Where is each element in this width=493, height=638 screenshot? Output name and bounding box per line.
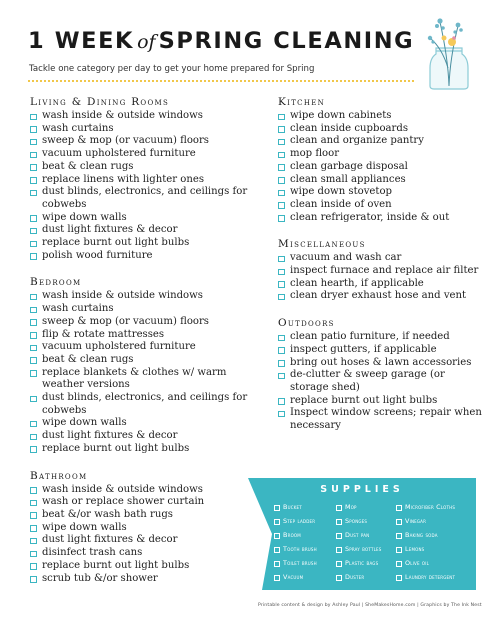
checkbox[interactable] (336, 547, 342, 553)
checklist-item (30, 430, 255, 443)
checkbox[interactable] (336, 561, 342, 567)
supply-item-label: Bucket (283, 503, 302, 511)
section (30, 276, 255, 455)
checklist-item (278, 174, 483, 187)
checkbox[interactable] (396, 547, 402, 553)
checklist-item (278, 369, 483, 394)
supply-item (396, 543, 466, 556)
checklist-item (30, 135, 255, 148)
title-part-2: SPRING CLEANING (158, 28, 415, 54)
checkbox[interactable] (30, 434, 37, 441)
checklist-item (278, 199, 483, 212)
checkbox[interactable] (30, 164, 37, 171)
checklist-item (30, 560, 255, 573)
supply-item-label: Laundry detergent (405, 573, 456, 581)
left-column (30, 96, 255, 599)
checkbox[interactable] (30, 487, 37, 494)
checkbox[interactable] (278, 215, 285, 222)
checklist-item (278, 135, 483, 148)
section (278, 238, 483, 303)
supply-item (336, 501, 392, 514)
checklist-item (30, 290, 255, 303)
checklist-item (278, 148, 483, 161)
checklist-item-label: beat & clean rugs (42, 353, 134, 365)
checklist-item-label: clean inside cupboards (290, 122, 409, 134)
checklist (278, 331, 483, 433)
checklist-item-label: wipe down walls (42, 211, 127, 223)
supply-item-label: Broom (283, 531, 301, 539)
checkbox[interactable] (278, 411, 285, 418)
checklist-item-label: replace burnt out light bulbs (42, 237, 190, 249)
flower-jar-illustration (418, 8, 480, 90)
checklist (278, 252, 483, 303)
checklist-item-label: clean inside of oven (290, 198, 392, 210)
section (278, 96, 483, 224)
supply-item (274, 571, 332, 584)
checklist-item (30, 303, 255, 316)
checklist-item-label: beat & clean rugs (42, 160, 134, 172)
supply-item-label: Olive oil (405, 559, 430, 567)
checkbox[interactable] (278, 256, 285, 263)
checkbox[interactable] (278, 139, 285, 146)
checkbox[interactable] (30, 319, 37, 326)
supply-item-label: Vinegar (405, 517, 427, 525)
checklist-item-label: clean dryer exhaust hose and vent (290, 290, 467, 302)
checklist-item (278, 110, 483, 123)
checkbox[interactable] (30, 551, 37, 558)
checklist-item-label: disinfect trash cans (42, 547, 143, 559)
checklist-item-label: wash inside & outside windows (42, 483, 203, 495)
checklist-item (278, 186, 483, 199)
checklist-item-label: clean and organize pantry (290, 135, 424, 147)
checklist-item-label: inspect gutters, if applicable (290, 343, 437, 355)
checklist (278, 110, 483, 224)
checklist-item-label: scrub tub &/or shower (42, 572, 158, 584)
section (30, 96, 255, 262)
checklist-item (30, 250, 255, 263)
checklist-item (30, 367, 255, 392)
checklist-item-label: de-clutter & sweep garage (or storage shed) (290, 369, 445, 393)
checkbox[interactable] (278, 398, 285, 405)
checkbox[interactable] (30, 294, 37, 301)
supply-item-label: Sponges (345, 517, 368, 525)
supply-item (396, 529, 466, 542)
checkbox[interactable] (30, 525, 37, 532)
checkbox[interactable] (274, 547, 280, 553)
checklist-item (30, 174, 255, 187)
checklist-item (30, 443, 255, 456)
section-title: Miscellaneous (278, 238, 366, 251)
checkbox[interactable] (30, 228, 37, 235)
checkbox[interactable] (396, 561, 402, 567)
checkbox[interactable] (30, 177, 37, 184)
supply-item-label: Mop (345, 503, 357, 511)
title-of: of (137, 31, 156, 53)
supply-item-label: Plastic bags (345, 559, 379, 567)
supply-item (274, 529, 332, 542)
checklist-item-label: vacuum and wash car (290, 252, 402, 264)
checklist-item-label: clean refrigerator, inside & out (290, 211, 450, 223)
supply-item (336, 529, 392, 542)
supplies-title: SUPPLIES (320, 484, 404, 495)
checklist-item (30, 354, 255, 367)
supply-item (396, 501, 466, 514)
checklist-item-label: flip & rotate mattresses (42, 328, 165, 340)
checklist-item (30, 392, 255, 417)
checkbox[interactable] (30, 190, 37, 197)
checklist-item-label: replace linens with lighter ones (42, 173, 205, 185)
section-title: Bedroom (30, 276, 82, 289)
checkbox[interactable] (274, 533, 280, 539)
checkbox[interactable] (30, 114, 37, 121)
checklist-item (278, 331, 483, 344)
right-column (278, 96, 483, 447)
checkbox[interactable] (274, 561, 280, 567)
checkbox[interactable] (30, 332, 37, 339)
checklist-item-label: wipe down walls (42, 417, 127, 429)
checkbox[interactable] (30, 512, 37, 519)
checkbox[interactable] (30, 538, 37, 545)
checkbox[interactable] (278, 190, 285, 197)
checklist-item (30, 534, 255, 547)
checklist-item-label: inspect furnace and replace air filter (290, 265, 479, 277)
checklist-item-label: replace burnt out light bulbs (42, 442, 190, 454)
checklist-item-label: wash inside & outside windows (42, 110, 203, 121)
checkbox[interactable] (336, 533, 342, 539)
checklist-item (30, 329, 255, 342)
checkbox[interactable] (274, 519, 280, 525)
checklist-item (30, 110, 255, 123)
checklist (30, 484, 255, 586)
checkbox[interactable] (30, 357, 37, 364)
supply-item-label: Duster (345, 573, 365, 581)
checklist-item (278, 161, 483, 174)
checklist-item (278, 123, 483, 136)
supplies-panel (248, 478, 476, 590)
checklist-item (30, 186, 255, 211)
checklist-item (30, 161, 255, 174)
checklist-item (30, 573, 255, 586)
checklist-item (30, 212, 255, 225)
checklist-item (30, 123, 255, 136)
checklist-item-label: dust light fixtures & decor (42, 430, 178, 442)
footer-credits: Printable content & design by Ashley Paul | SheMakesHome.com | Graphics by The Ink Nest (258, 603, 482, 608)
supply-item (336, 543, 392, 556)
checklist-item-label: wash curtains (42, 122, 114, 134)
supply-item-label: Microfiber Cloths (405, 503, 456, 511)
checkbox[interactable] (278, 360, 285, 367)
supply-item (396, 557, 466, 570)
checklist-item-label: dust blinds, electronics, and ceilings for cobwebs (42, 186, 248, 210)
section-title: Kitchen (278, 96, 326, 108)
supply-item (336, 557, 392, 570)
checklist-item-label: bring out hoses & lawn accessories (290, 356, 472, 368)
page-subtitle: Tackle one category per day to get your home prepared for Spring (29, 64, 315, 74)
checklist-item (30, 417, 255, 430)
checklist-item (30, 224, 255, 237)
checkbox[interactable] (278, 373, 285, 380)
checkbox[interactable] (278, 281, 285, 288)
checkbox[interactable] (278, 202, 285, 209)
checkbox[interactable] (278, 152, 285, 159)
checkbox[interactable] (278, 114, 285, 121)
checkbox[interactable] (30, 421, 37, 428)
checklist (30, 290, 255, 455)
checklist-item (30, 522, 255, 535)
section-title: Living & Dining Rooms (30, 96, 170, 108)
checklist-item (30, 237, 255, 250)
checklist-item-label: wipe down walls (42, 521, 127, 533)
checklist-item-label: replace blankets & clothes w/ warm weather versions (42, 366, 227, 391)
checklist-item (278, 344, 483, 357)
supply-item (336, 571, 392, 584)
checkbox[interactable] (30, 446, 37, 453)
checkbox[interactable] (274, 575, 280, 581)
checkbox[interactable] (278, 126, 285, 133)
checklist-item-label: wipe down cabinets (290, 110, 392, 121)
page-title (28, 28, 448, 54)
checklist-item-label: sweep & mop (or vacuum) floors (42, 135, 209, 147)
checklist-item-label: wash inside & outside windows (42, 290, 203, 302)
checklist-item-label: Inspect window screens; repair when necessary (290, 407, 482, 432)
supply-item (396, 571, 466, 584)
checklist-item (278, 290, 483, 303)
checklist-item (278, 212, 483, 225)
checkbox[interactable] (274, 505, 280, 511)
section-title: Bathroom (30, 469, 88, 482)
checkbox[interactable] (278, 269, 285, 276)
checkbox[interactable] (30, 307, 37, 314)
checklist-item-label: dust blinds, electronics, and ceilings for cobwebs (42, 392, 248, 416)
checklist-item (30, 148, 255, 161)
checkbox[interactable] (396, 505, 402, 511)
checklist-item-label: beat &/or wash bath rugs (42, 508, 173, 520)
checklist-item (278, 357, 483, 370)
supplies-grid (274, 501, 466, 584)
checklist-item-label: replace burnt out light bulbs (290, 394, 438, 406)
checklist-item-label: wipe down stovetop (290, 186, 392, 198)
checklist-item-label: wash or replace shower curtain (42, 496, 205, 508)
checkbox[interactable] (278, 164, 285, 171)
checkbox[interactable] (336, 575, 342, 581)
section (278, 317, 483, 433)
checkbox[interactable] (336, 505, 342, 511)
checkbox[interactable] (278, 177, 285, 184)
section (30, 470, 255, 586)
checklist-item-label: clean hearth, if applicable (290, 277, 424, 289)
checklist-item-label: clean garbage disposal (290, 160, 408, 172)
checklist-item (278, 407, 483, 432)
checklist (30, 110, 255, 262)
supply-item (396, 515, 466, 528)
checklist-item (30, 496, 255, 509)
checklist-item (30, 341, 255, 354)
checkbox[interactable] (30, 126, 37, 133)
checklist-item-label: clean small appliances (290, 173, 406, 185)
dotted-divider (28, 80, 414, 82)
checklist-item-label: clean patio furniture, if needed (290, 331, 450, 343)
supply-item-label: Step ladder (283, 517, 316, 525)
checkbox[interactable] (30, 500, 37, 507)
checklist-item (278, 395, 483, 408)
checkbox[interactable] (30, 345, 37, 352)
checkbox[interactable] (278, 335, 285, 342)
checkbox[interactable] (30, 563, 37, 570)
checkbox[interactable] (336, 519, 342, 525)
supply-item-label: Dust pan (345, 531, 370, 539)
checkbox[interactable] (30, 215, 37, 222)
checkbox[interactable] (30, 396, 37, 403)
checkbox[interactable] (30, 139, 37, 146)
checklist-item-label: dust light fixtures & decor (42, 224, 178, 236)
section-title: Outdoors (278, 317, 335, 330)
supply-item-label: Baking soda (405, 531, 438, 539)
checklist-item-label: polish wood furniture (42, 249, 153, 261)
supply-item (274, 515, 332, 528)
checklist-item-label: vacuum upholstered furniture (42, 341, 196, 353)
checkbox[interactable] (396, 575, 402, 581)
checkbox[interactable] (278, 294, 285, 301)
checkbox[interactable] (396, 533, 402, 539)
checklist-item (278, 252, 483, 265)
checkbox[interactable] (396, 519, 402, 525)
checkbox[interactable] (30, 370, 37, 377)
checkbox[interactable] (278, 347, 285, 354)
checklist-item-label: sweep & mop (or vacuum) floors (42, 315, 209, 327)
checklist-item (30, 547, 255, 560)
checkbox[interactable] (30, 241, 37, 248)
supply-item-label: Toilet brush (283, 559, 317, 567)
checklist-item (278, 278, 483, 291)
supply-item-label: Tooth brush (283, 545, 317, 553)
checklist-item-label: mop floor (290, 148, 340, 160)
checklist-item (30, 316, 255, 329)
checklist-item-label: replace burnt out light bulbs (42, 559, 190, 571)
supply-item-label: Vacuum (283, 573, 304, 581)
supply-item-label: Spray bottles (345, 545, 382, 553)
checkbox[interactable] (30, 576, 37, 583)
title-part-1: 1 WEEK (28, 28, 135, 54)
checklist-item (30, 484, 255, 497)
checklist-item (30, 509, 255, 522)
checklist-item (278, 265, 483, 278)
supply-item (336, 515, 392, 528)
checkbox[interactable] (30, 152, 37, 159)
supply-item (274, 557, 332, 570)
checklist-item-label: dust light fixtures & decor (42, 534, 178, 546)
checklist-item-label: wash curtains (42, 303, 114, 315)
checklist-item-label: vacuum upholstered furniture (42, 148, 196, 160)
supply-item (274, 501, 332, 514)
checkbox[interactable] (30, 253, 37, 260)
supply-item-label: Lemons (405, 545, 425, 553)
supply-item (274, 543, 332, 556)
